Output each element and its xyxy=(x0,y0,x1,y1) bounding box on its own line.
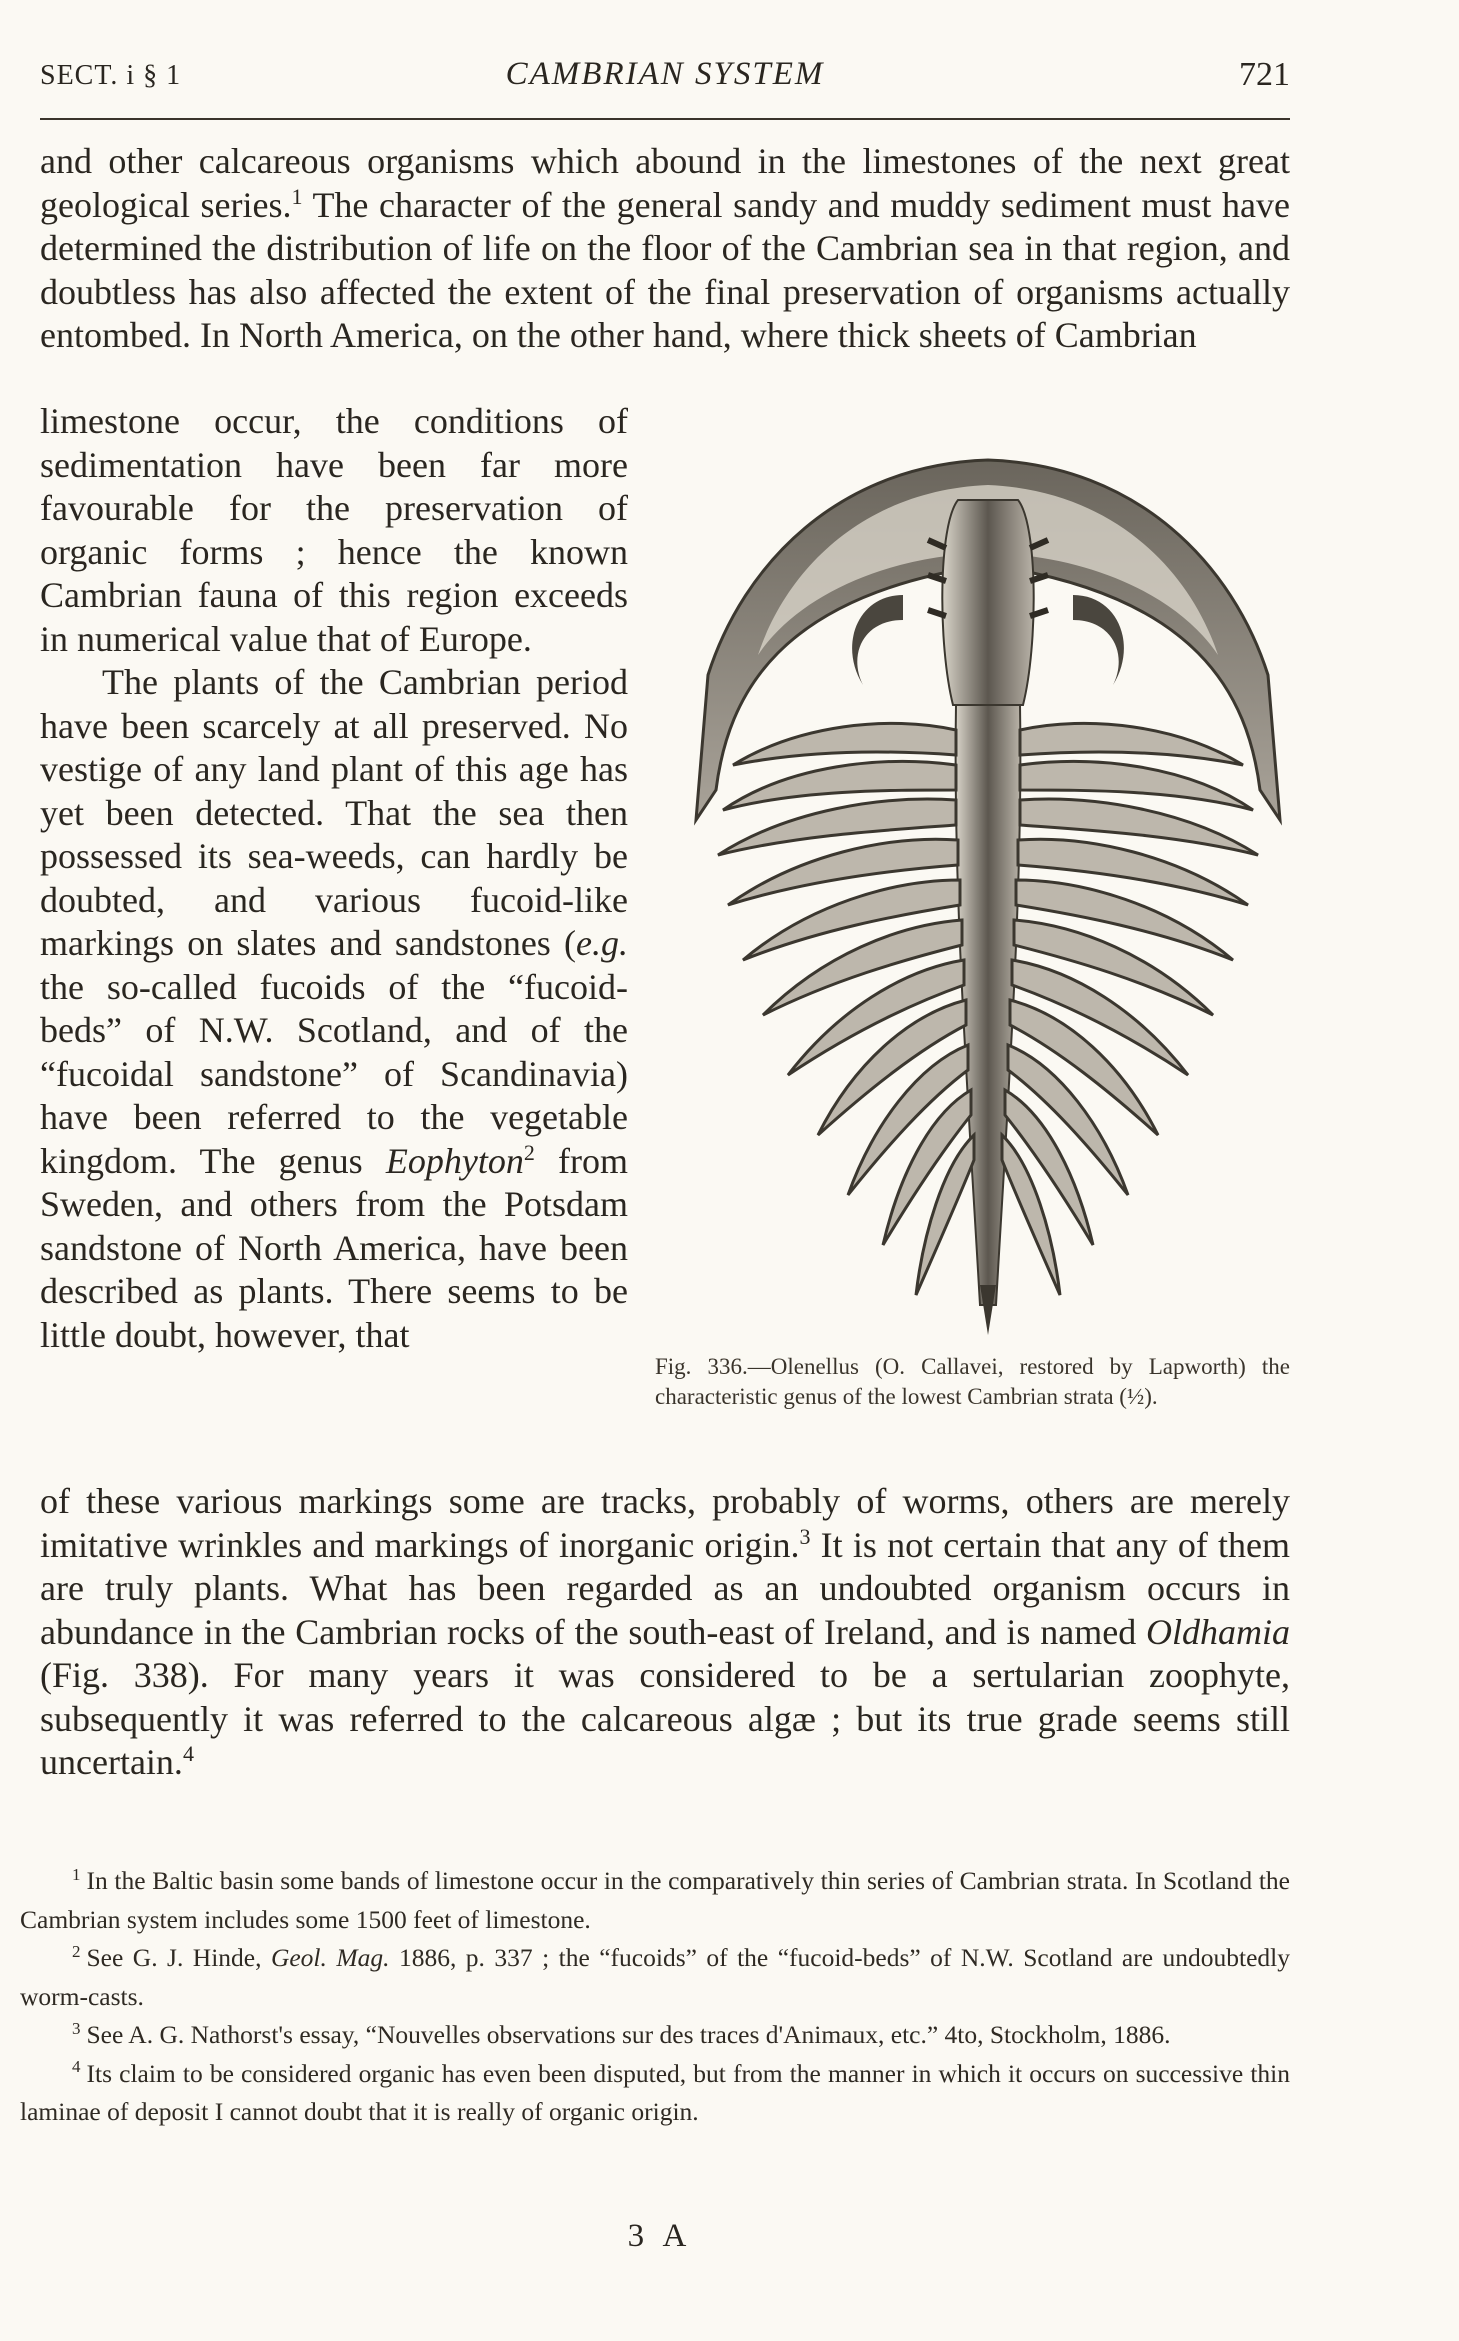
footnote-1: $^1$ In the Baltic basin some bands of limestone occur in the comparatively thin series of Cambrian strata. In Scotland the Cambrian system includes some 1500 feet of limestone. xyxy=(20,1864,1290,1934)
footnote-ref-4: 4 xyxy=(182,1741,194,1766)
section-marker: SECT. i § 1 xyxy=(40,60,182,91)
paragraph-plants: The plants of the Cambrian period have been scarcely at all preserved. No vestige of any land plant of this age has yet been detected. That the sea then possessed its sea-weeds, can hardly be doubted, and various fucoid-like markings on slates and sandstones (e.g. the so-called fucoids of the “fucoid-beds” of N.W. Scotland, and of the “fucoidal sandstone” of Scandinavia) have been referred to the vegetable kingdom. The genus Eophyton$^2$ from Sweden, and others from the Potsdam sandstone of North America, have been described as plants. There seems to be little doubt, however, that xyxy=(40,662,629,1355)
running-title: CAMBRIAN SYSTEM xyxy=(505,56,825,92)
footnote-2: $^2$ See G. J. Hinde, Geol. Mag. 1886, p. 337 ; the “fucoids” of the “fucoid-beds” of N.W. Scotland are undoubtedly worm-casts. xyxy=(20,1941,1291,2011)
wrapped-column xyxy=(40,400,628,1357)
figure-caption: Fig. 336.—Olenellus (O. Callavei, restored by Lapworth) the characteristic genus of the lowest Cambrian strata (½). xyxy=(655,1354,1290,1409)
footnote-3: $^3$ See A. G. Nathorst's essay, “Nouvelles observations sur des traces d'Animaux, etc.” 4to, Stockholm, 1886. xyxy=(72,2018,1171,2049)
footnotes xyxy=(20,1862,1290,2132)
body-text: and other calcareous organisms which abound in the limestones of the xyxy=(40,141,1124,181)
running-header xyxy=(40,50,1290,110)
header-rule xyxy=(40,118,1290,120)
body-text: muddy sediment must have determined the distribution of life on the floor of the Cambrian sea in that region, and doubtless has also affected the extent of the final preservation of organisms actually entombed. In North America, on the other hand, where thick sheets of Cambrian xyxy=(40,184,1290,355)
page-number: 721 xyxy=(1239,56,1290,93)
footnote-4: $^4$ Its claim to be considered organic has even been disputed, but from the manner in which it occurs on successive thin laminae of deposit I cannot doubt that it is really of organic origin. xyxy=(20,2057,1290,2126)
footnote-ref-3: 3 xyxy=(799,1523,811,1549)
trilobite-illustration-icon xyxy=(688,445,1293,1345)
body-text: The character of the general sandy and xyxy=(302,184,880,225)
footnote-ref-2: 2 xyxy=(523,1139,535,1165)
trilobite-figure xyxy=(688,445,1293,1345)
body-text: limestone occur, the conditions of sedimentation have been far more favourable for the preservation of organic forms ; hence the known Cambrian fauna of this region exceeds in numerical value that of Europe. xyxy=(40,401,628,659)
paragraph-bottom: of these various markings some are tracks, probably of worms, others are merely imitative wrinkles and markings of inorganic origin.$^3$ It is not certain that any of them are truly plants. What has been regarded as an undoubted organism occurs in abundance in the Cambrian rocks of the south-east of Ireland, and is named Oldhamia (Fig. 338). For many years it was considered to be a sertularian zoophyte, subsequently it was referred to the calcareous algæ ; but its true grade seems still uncertain.$^4$ xyxy=(40,1481,1290,1782)
body-text: next great geological series. xyxy=(40,141,1290,225)
footnote-ref-1: 1 xyxy=(291,183,303,209)
signature-mark: 3 A xyxy=(627,2218,693,2254)
paragraph-top xyxy=(40,140,1290,358)
